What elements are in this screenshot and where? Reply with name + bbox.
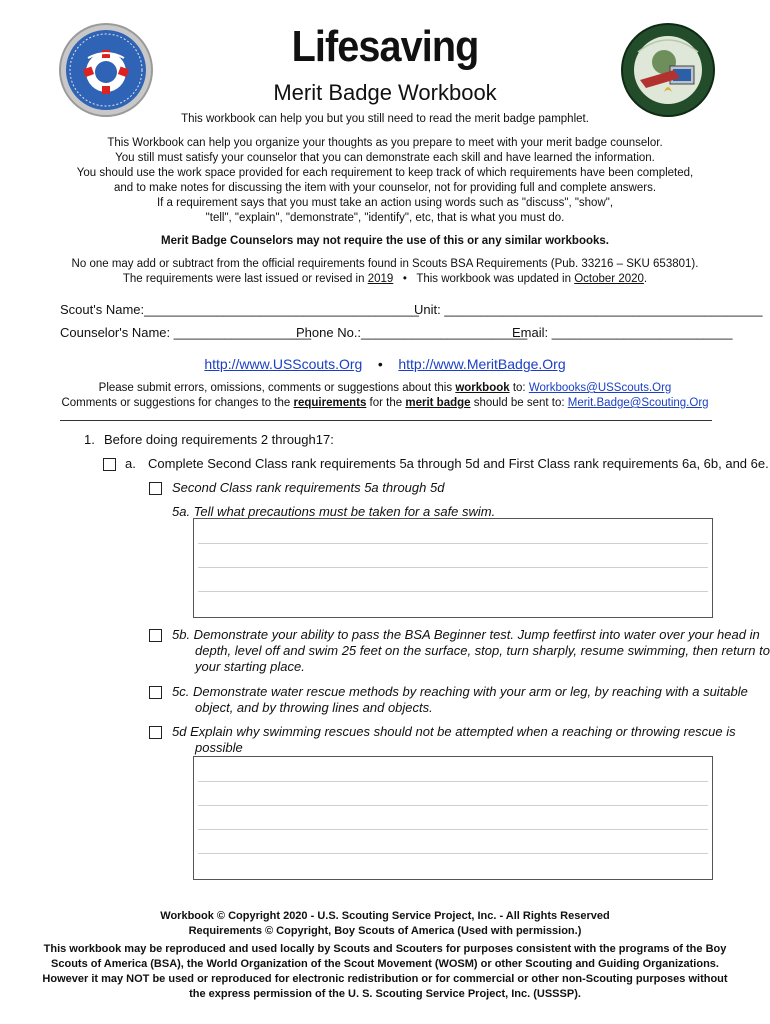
meritbadge-link[interactable]: http://www.MeritBadge.Org (398, 356, 566, 372)
req-1a-checkbox[interactable] (103, 458, 116, 471)
updated-date: October 2020 (574, 273, 644, 285)
second-class-heading: Second Class rank requirements 5a through 5d (172, 480, 445, 495)
submit-to: to: (512, 382, 526, 394)
workbooks-email-link[interactable]: Workbooks@USScouts.Org (528, 382, 672, 394)
req-5c-line: object, and by throwing lines and objects. (195, 700, 433, 715)
answer-line (198, 543, 708, 544)
submit-prefix: Please submit errors, omissions, comments or suggestions about this (98, 382, 453, 394)
divider (60, 420, 712, 421)
changes-mid: for the (369, 397, 403, 409)
merit-badge-email-link[interactable]: Merit.Badge@Scouting.Org (567, 397, 709, 409)
req-5d-line: possible (195, 740, 243, 755)
changes-prefix: Comments or suggestions for changes to the (61, 397, 291, 409)
req-5b-line: 5b. Demonstrate your ability to pass the BSA Beginner test. Jump feetfirst into water over your head in (172, 627, 760, 642)
phone-field[interactable]: Phone No.:_______________________ (296, 325, 528, 340)
submit-line (0, 381, 770, 397)
reproduction-note-line: However it may NOT be used or reproduced for electronic redistribution or for commercial or other non-Scouting purposes without (42, 973, 728, 985)
copyright-line: Workbook © Copyright 2020 - U.S. Scouting Service Project, Inc. - All Rights Reserved (160, 910, 610, 922)
changes-requirements: requirements (293, 397, 367, 409)
updated-prefix: This workbook was updated in (416, 273, 572, 285)
email-field[interactable]: Email: _________________________ (512, 325, 733, 340)
intro-line: This workbook can help you but you still need to read the merit badge pamphlet. (181, 113, 589, 125)
req-5a-answer-box[interactable] (193, 518, 713, 618)
answer-line (198, 567, 708, 568)
unit-field[interactable]: Unit: ____________________________________________ (414, 302, 763, 317)
req-5d-line: 5d Explain why swimming rescues should not be attempted when a reaching or throwing rescue is (172, 724, 736, 739)
changes-suffix: should be sent to: (473, 397, 565, 409)
intro-para-line: This Workbook can help you organize your thoughts as you prepare to meet with your merit badge counselor. (107, 137, 663, 149)
req-1a-letter: a. (125, 456, 136, 471)
requirements-copyright-line: Requirements © Copyright, Boy Scouts of America (Used with permission.) (188, 925, 582, 937)
answer-line (198, 805, 708, 806)
page-subtitle: Merit Badge Workbook (273, 80, 497, 105)
counselor-name-field[interactable]: Counselor's Name: ___________________ (60, 325, 312, 340)
reproduction-note-line: This workbook may be reproduced and used locally by Scouts and Scouters for purposes consistent with the programs of the Boy (43, 943, 727, 955)
answer-line (198, 591, 708, 592)
bullet: • (402, 273, 407, 285)
intro-para-line: You still must satisfy your counselor that you can demonstrate each skill and have learned the information. (115, 152, 655, 164)
scout-name-field[interactable]: Scout's Name:______________________________________ (60, 302, 419, 317)
reproduction-note-line: the express permission of the U. S. Scouting Service Project, Inc. (USSSP). (189, 988, 581, 1000)
req-5a-text: 5a. Tell what precautions must be taken for a safe swim. (172, 504, 496, 519)
page-title: Lifesaving (291, 22, 479, 71)
req-1-text: Before doing requirements 2 through17: (104, 432, 334, 447)
reproduction-note-line: Scouts of America (BSA), the World Organization of the Scout Movement (WOSM) or other Scouting and Guiding Organizations. (51, 958, 719, 970)
second-class-checkbox[interactable] (149, 482, 162, 495)
req-5b-checkbox[interactable] (149, 629, 162, 642)
counselor-note: Merit Badge Counselors may not require the use of this or any similar workbooks. (161, 235, 609, 247)
usscouts-link[interactable]: http://www.USScouts.Org (204, 356, 363, 372)
intro-para-line: "tell", "explain", "demonstrate", "identify", etc, that is what you must do. (205, 212, 565, 224)
intro-para-line: You should use the work space provided for each requirement to keep track of which requirements have been completed, (76, 167, 694, 179)
req-5d-answer-box[interactable] (193, 756, 713, 880)
revision-prefix: The requirements were last issued or revised in (122, 273, 365, 285)
req-5b-line: depth, level off and swim 25 feet on the surface, stop, turn sharply, resume swimming, then return to (195, 643, 770, 658)
link-separator: • (377, 356, 383, 372)
req-5c-line: 5c. Demonstrate water rescue methods by reaching with your arm or leg, by reaching with a suitable (172, 684, 748, 699)
changes-merit-badge: merit badge (405, 397, 471, 409)
answer-line (198, 853, 708, 854)
req-1-number: 1. (84, 432, 95, 447)
submit-workbook: workbook (455, 382, 510, 394)
req-5d-checkbox[interactable] (149, 726, 162, 739)
req-5b-line: your starting place. (195, 659, 305, 674)
answer-line (198, 781, 708, 782)
intro-para-line: and to make notes for discussing the item with your counselor, not for providing full and complete answers. (113, 182, 657, 194)
req-5c-checkbox[interactable] (149, 686, 162, 699)
official-requirements-note: No one may add or subtract from the official requirements found in Scouts BSA Requirements (Pub. 33216 – SKU 653801). (71, 258, 699, 270)
issued-year: 2019 (367, 273, 394, 285)
changes-line (0, 396, 770, 412)
links-row (0, 356, 770, 372)
intro-para-line: If a requirement says that you must take an action using words such as "discuss", "show", (156, 197, 614, 209)
period: . (643, 273, 648, 285)
answer-line (198, 829, 708, 830)
req-1a-text: Complete Second Class rank requirements 5a through 5d and First Class rank requirements 6a, 6b, and 6e. (148, 456, 769, 471)
revision-note (0, 272, 770, 288)
